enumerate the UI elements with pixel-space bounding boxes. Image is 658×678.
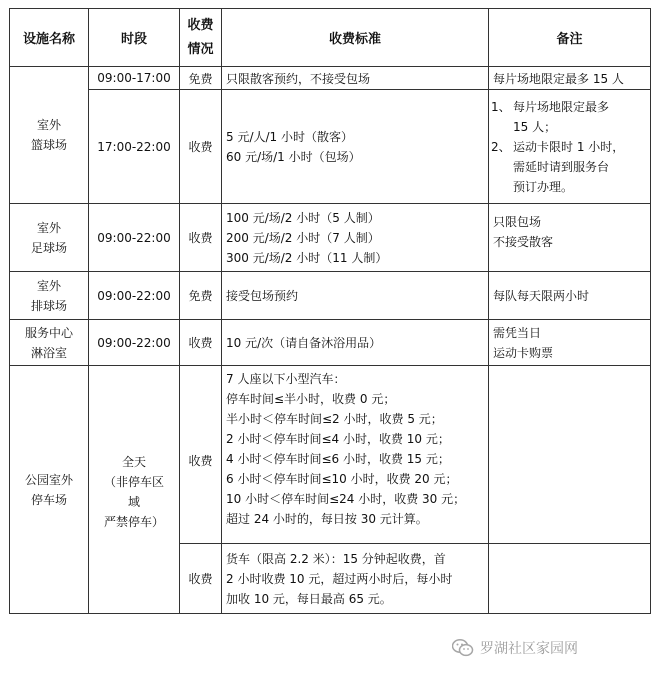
standard-cell <box>222 366 489 544</box>
facility-name-line: 公园室外 <box>24 472 73 487</box>
standard-line: 6 小时＜停车时间≤10 小时，收费 20 元； <box>226 472 458 486</box>
facility-name-line: 室外 <box>36 118 61 132</box>
facility-cell <box>10 320 89 366</box>
period-cell: 17:00-22:00 <box>89 90 180 204</box>
fee-table <box>9 8 651 614</box>
standard-cell <box>222 204 489 272</box>
watermark <box>452 636 578 660</box>
facility-cell <box>10 366 89 614</box>
standard-line: 300 元/场/2 小时（11 人制） <box>226 250 388 265</box>
standard-line: 200 元/场/2 小时（7 人制） <box>226 230 380 245</box>
facility-cell <box>10 67 89 204</box>
standard-line: 半小时＜停车时间≤2 小时，收费 5 元； <box>226 412 443 426</box>
facility-name-line: 排球场 <box>30 298 67 313</box>
wechat-icon <box>452 638 474 658</box>
standard-cell: 只限散客预约，不接受包场 <box>222 67 489 90</box>
standard-line: 货车（限高 2.2 米）：15 分钟起收费，首 <box>226 551 446 566</box>
remark-item-number: 2、 <box>491 139 511 154</box>
standard-line: 10 小时＜停车时间≤24 小时，收费 30 元； <box>226 492 466 506</box>
standard-cell: 10 元/次（请自备沐浴用品） <box>222 320 489 366</box>
standard-line: 4 小时＜停车时间≤6 小时，收费 15 元； <box>226 452 450 466</box>
remark-item <box>489 97 650 137</box>
remark-item <box>489 137 650 197</box>
fee-status-cell: 收费 <box>180 320 222 366</box>
facility-cell <box>10 204 89 272</box>
remark-line: 15 人； <box>513 119 557 134</box>
watermark-text: 罗湖社区家园网 <box>480 641 578 657</box>
fee-status-cell: 收费 <box>180 204 222 272</box>
remark-line: 需延时请到服务台 <box>513 159 610 174</box>
remark-cell: 每片场地限定最多 15 人 <box>489 67 651 90</box>
facility-name-line: 停车场 <box>30 492 67 507</box>
remark-cell <box>489 366 651 544</box>
remark-item-text <box>513 137 646 197</box>
facility-name-line: 室外 <box>36 220 61 235</box>
table-row <box>10 67 651 90</box>
facility-name-line: 室外 <box>36 278 61 293</box>
header-standard: 收费标准 <box>222 9 489 67</box>
period-line: 全天 <box>121 455 146 469</box>
facility-name-line: 篮球场 <box>30 138 67 152</box>
fee-status-cell: 免费 <box>180 67 222 90</box>
standard-line: 60 元/场/1 小时（包场） <box>226 149 361 164</box>
header-facility: 设施名称 <box>10 9 89 67</box>
period-cell: 09:00-22:00 <box>89 204 180 272</box>
table-row <box>10 90 651 204</box>
period-line: 严禁停车） <box>103 515 164 529</box>
table-row <box>10 272 651 320</box>
header-row <box>10 9 651 67</box>
fee-status-cell: 收费 <box>180 90 222 204</box>
remark-line: 每片场地限定最多 <box>513 99 610 114</box>
standard-line: 100 元/场/2 小时（5 人制） <box>226 210 380 225</box>
remark-cell: 每队每天限两小时 <box>489 272 651 320</box>
remark-line: 运动卡限时 1 小时， <box>513 139 625 154</box>
header-remark: 备注 <box>489 9 651 67</box>
remark-item-number: 1、 <box>491 99 511 114</box>
period-line: 域 <box>127 495 140 509</box>
standard-cell <box>222 90 489 204</box>
remark-line: 不接受散客 <box>493 235 554 249</box>
facility-cell <box>10 272 89 320</box>
remark-cell <box>489 204 651 272</box>
remark-cell <box>489 90 651 204</box>
period-cell <box>89 366 180 614</box>
period-cell: 09:00-17:00 <box>89 67 180 90</box>
standard-line: 7 人座以下小型汽车： <box>226 372 346 386</box>
table-row <box>10 204 651 272</box>
standard-cell: 接受包场预约 <box>222 272 489 320</box>
facility-name-line: 足球场 <box>30 240 67 255</box>
remark-line: 运动卡购票 <box>493 345 554 360</box>
fee-status-cell: 免费 <box>180 272 222 320</box>
remark-line: 预订办理。 <box>513 179 574 194</box>
standard-line: 5 元/人/1 小时（散客） <box>226 129 353 144</box>
standard-line: 加收 10 元，每日最高 65 元。 <box>226 591 392 606</box>
standard-cell <box>222 544 489 614</box>
standard-line: 超过 24 小时的，每日按 30 元计算。 <box>226 512 428 526</box>
facility-name-line: 服务中心 <box>24 325 73 340</box>
header-fee-status-line: 情况 <box>187 41 214 57</box>
period-cell: 09:00-22:00 <box>89 320 180 366</box>
facility-name-line: 淋浴室 <box>30 345 67 360</box>
header-fee-status <box>180 9 222 67</box>
period-cell: 09:00-22:00 <box>89 272 180 320</box>
table-row <box>10 366 651 544</box>
fee-status-cell: 收费 <box>180 544 222 614</box>
header-fee-status-line: 收费 <box>187 17 214 33</box>
remark-item-text <box>513 97 646 137</box>
remark-line: 只限包场 <box>493 215 542 229</box>
remark-line: 需凭当日 <box>493 325 542 340</box>
standard-line: 2 小时＜停车时间≤4 小时，收费 10 元； <box>226 432 450 446</box>
table-row <box>10 320 651 366</box>
standard-line: 2 小时收费 10 元，超过两小时后，每小时 <box>226 571 453 586</box>
header-period: 时段 <box>89 9 180 67</box>
remark-cell <box>489 544 651 614</box>
remark-cell <box>489 320 651 366</box>
fee-status-cell: 收费 <box>180 366 222 544</box>
period-line: （非停车区 <box>103 475 164 489</box>
standard-line: 停车时间≤半小时，收费 0 元； <box>226 392 396 406</box>
